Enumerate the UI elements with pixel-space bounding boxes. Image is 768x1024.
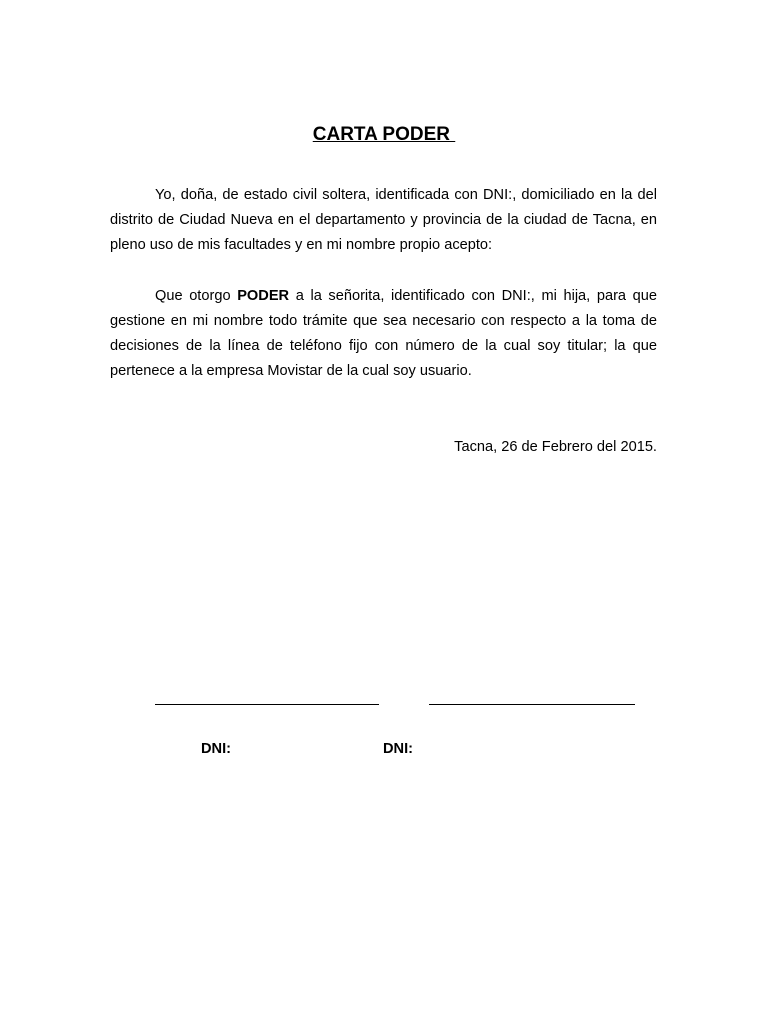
date-line: Tacna, 26 de Febrero del 2015. [454,439,657,455]
paragraph-introduction: Yo, doña, de estado civil soltera, identificada con DNI:, domiciliado en la del distrito de Ciudad Nueva en el departamento y provincia de la ciudad de Tacna, en pleno uso de mis facultades y en mi nombre propio acepto: [110,187,657,253]
poder-bold-text: PODER [237,288,290,304]
signature-line-left [155,704,379,705]
dni-label-left: DNI: [201,741,231,757]
paragraph-grant-text-start: Que otorgo [155,288,238,304]
paragraph-grant-text-end: a la señorita, identificado con DNI:, mi hija, para que gestione en mi nombre todo trámite que sea necesario con respecto a la toma de decisiones de la línea de teléfono fijo con número de la cual soy titular; la que pertenece a la empresa Movistar de la cual soy usuario. [110,288,658,379]
signature-line-right [429,704,635,705]
paragraph-grant [110,284,657,384]
dni-label-right: DNI: [383,741,413,757]
document-title: CARTA PODER [312,124,456,145]
